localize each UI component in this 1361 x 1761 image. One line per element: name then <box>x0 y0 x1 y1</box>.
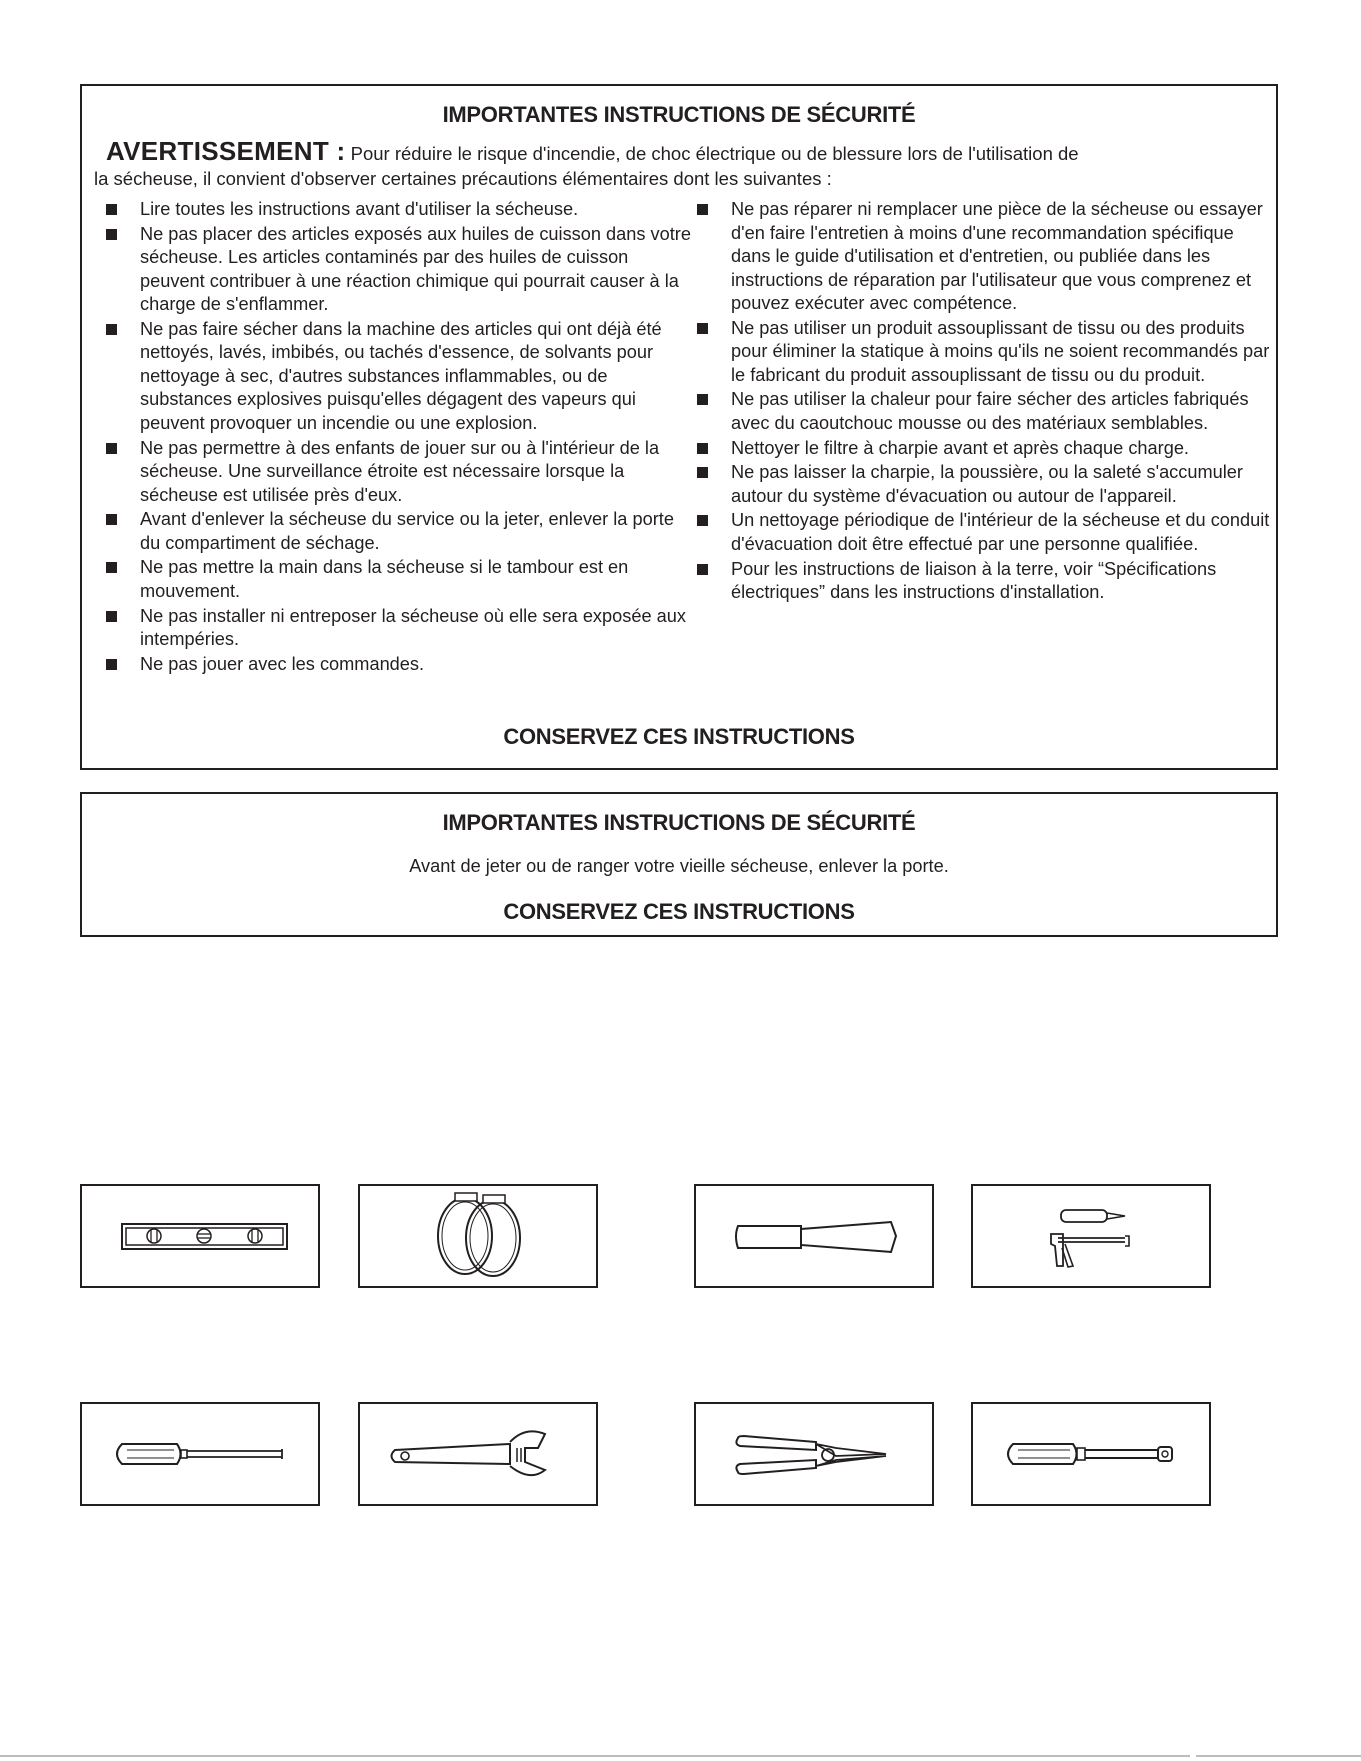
list-item: Ne pas installer ni entreposer la sécheuse où elle sera exposée aux intempéries. <box>106 605 691 652</box>
bullet-square-icon <box>697 515 708 526</box>
bullet-square-icon <box>697 394 708 405</box>
hose-clamps-icon <box>360 1186 596 1286</box>
bullet-square-icon <box>697 467 708 478</box>
bullet-square-icon <box>106 514 117 525</box>
tool-box-nut-driver <box>971 1402 1211 1506</box>
page-bottom-rule <box>1196 1755 1361 1757</box>
putty-knife-icon <box>696 1186 932 1286</box>
safety-title: IMPORTANTES INSTRUCTIONS DE SÉCURITÉ <box>442 810 916 835</box>
list-item: Ne pas faire sécher dans la machine des articles qui ont déjà été nettoyés, lavés, imbibés, ou tachés d'essence, de solvants pour nettoyage à sec, d'autres substances inflammables, ou de substances explosives puisqu'elles dégagent des vapeurs qui peuvent provoquer un incendie ou une explosion. <box>106 318 691 436</box>
warning-text: Pour réduire le risque d'incendie, de choc électrique ou de blessure lors de l'utilisation de <box>345 143 1079 164</box>
bullet-square-icon <box>106 229 117 240</box>
conserve-instructions-footer: CONSERVEZ CES INSTRUCTIONS <box>503 724 855 749</box>
warning-word: AVERTISSEMENT : <box>106 136 346 166</box>
list-item: Ne pas utiliser la chaleur pour faire sécher des articles fabriqués avec du caoutchouc mousse ou des matériaux semblables. <box>697 388 1277 435</box>
list-item: Pour les instructions de liaison à la terre, voir “Spécifications électriques” dans les instructions d'installation. <box>697 558 1277 605</box>
safety-instructions-box <box>80 84 1278 770</box>
bullet-square-icon <box>106 611 117 622</box>
door-removal-box <box>80 792 1278 937</box>
list-item: Ne pas permettre à des enfants de jouer sur ou à l'intérieur de la sécheuse. Une surveillance étroite est nécessaire lorsque la sécheuse est utilisée près d'eux. <box>106 437 691 508</box>
tool-box-hose-clamps <box>358 1184 598 1288</box>
tool-box-adjustable-wrench <box>358 1402 598 1506</box>
bullet-square-icon <box>697 204 708 215</box>
bullet-square-icon <box>697 443 708 454</box>
list-item: Ne pas laisser la charpie, la poussière, ou la saleté s'accumuler autour du système d'évacuation ou autour de l'appareil. <box>697 461 1277 508</box>
bullet-square-icon <box>106 204 117 215</box>
caulking-gun-icon <box>973 1186 1209 1286</box>
bullet-square-icon <box>106 443 117 454</box>
list-item: Avant d'enlever la sécheuse du service ou la jeter, enlever la porte du compartiment de séchage. <box>106 508 691 555</box>
list-item: Nettoyer le filtre à charpie avant et après chaque charge. <box>697 437 1277 461</box>
conserve-instructions-footer: CONSERVEZ CES INSTRUCTIONS <box>503 899 855 924</box>
warning-line <box>106 136 1079 167</box>
nut-driver-icon <box>973 1404 1209 1504</box>
flat-screwdriver-icon <box>82 1404 318 1504</box>
tool-box-caulking-gun <box>971 1184 1211 1288</box>
safety-list-right <box>697 198 1277 606</box>
tool-box-level <box>80 1184 320 1288</box>
list-item: Ne pas mettre la main dans la sécheuse si le tambour est en mouvement. <box>106 556 691 603</box>
tool-box-tin-snips <box>694 1402 934 1506</box>
level-icon <box>82 1186 318 1286</box>
page-bottom-rule <box>0 1755 1190 1757</box>
tin-snips-icon <box>696 1404 932 1504</box>
list-item: Ne pas utiliser un produit assouplissant de tissu ou des produits pour éliminer la statique à moins qu'ils ne soient recommandés par le fabricant du produit assouplissant de tissu ou du produit. <box>697 317 1277 388</box>
bullet-square-icon <box>697 323 708 334</box>
bullet-square-icon <box>106 324 117 335</box>
list-item: Un nettoyage périodique de l'intérieur de la sécheuse et du conduit d'évacuation doit être effectué par une personne qualifiée. <box>697 509 1277 556</box>
list-item: Lire toutes les instructions avant d'utiliser la sécheuse. <box>106 198 691 222</box>
warning-text-continued: la sécheuse, il convient d'observer certaines précautions élémentaires dont les suivantes : <box>94 168 832 189</box>
list-item: Ne pas jouer avec les commandes. <box>106 653 691 677</box>
list-item: Ne pas placer des articles exposés aux huiles de cuisson dans votre sécheuse. Les articles contaminés par des huiles de cuisson peuvent contribuer à une réaction chimique qui pourrait causer à la charge de s'enflammer. <box>106 223 691 317</box>
bullet-square-icon <box>106 659 117 670</box>
adjustable-wrench-icon <box>360 1404 596 1504</box>
bullet-square-icon <box>106 562 117 573</box>
safety-title: IMPORTANTES INSTRUCTIONS DE SÉCURITÉ <box>442 102 916 127</box>
tool-box-putty-knife <box>694 1184 934 1288</box>
tool-box-flat-screwdriver <box>80 1402 320 1506</box>
door-removal-text: Avant de jeter ou de ranger votre vieille sécheuse, enlever la porte. <box>409 856 949 876</box>
safety-list-left <box>106 198 691 678</box>
list-item: Ne pas réparer ni remplacer une pièce de la sécheuse ou essayer d'en faire l'entretien à moins d'une recommandation spécifique dans le guide d'utilisation et d'entretien, ou publiée dans les instructions de réparation par l'utilisateur que vous comprenez et pouvez exécuter avec compétence. <box>697 198 1277 316</box>
bullet-square-icon <box>697 564 708 575</box>
